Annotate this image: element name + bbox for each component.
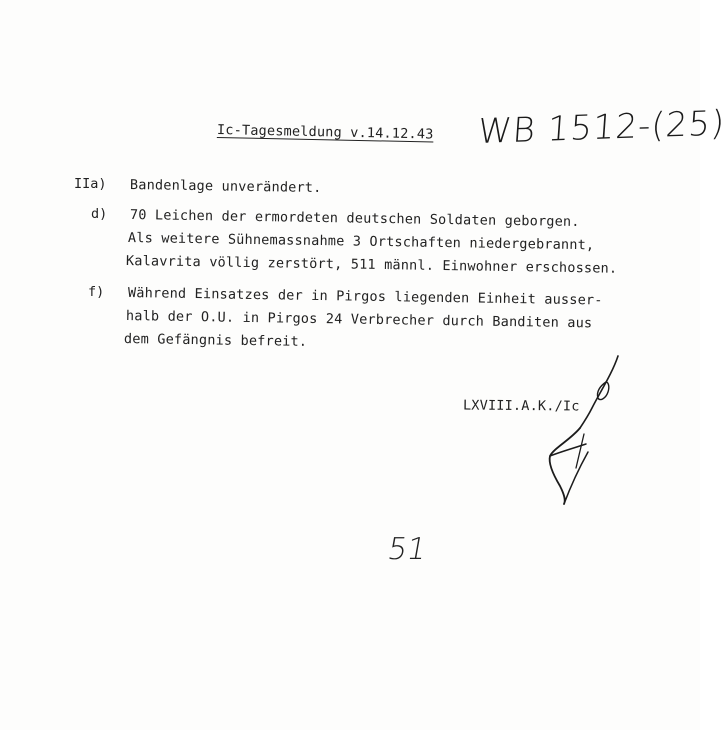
archive-reference-handwritten: WB 1512-(25) xyxy=(476,103,727,153)
entry-marker-f: f) xyxy=(88,284,105,300)
entry-d-line-1: 70 Leichen der ermordeten deutschen Soldaten geborgen. xyxy=(129,207,580,231)
entry-marker-d: d) xyxy=(91,206,108,222)
entry-f-line-3: dem Gefängnis befreit. xyxy=(123,331,308,350)
entry-marker-iia: IIa) xyxy=(74,176,107,192)
page-number-handwritten: 51 xyxy=(384,532,430,567)
entry-f-line-1: Während Einsatzes der in Pirgos liegenden Einheit ausser- xyxy=(127,285,603,309)
entry-d-line-2: Als weitere Sühnemassnahme 3 Ortschaften niedergebrannt, xyxy=(127,230,595,254)
issuing-unit: LXVIII.A.K./Ic xyxy=(462,397,580,415)
entry-iia-line-1: Bandenlage unverändert. xyxy=(129,177,322,197)
document-heading: Ic-Tagesmeldung v.14.12.43 xyxy=(216,122,434,143)
entry-f-line-2: halb der O.U. in Pirgos 24 Verbrecher durch Banditen aus xyxy=(125,308,593,332)
signature-mark-icon xyxy=(540,352,630,512)
entry-d-line-3: Kalavrita völlig zerstört, 511 männl. Einwohner erschossen. xyxy=(125,253,618,277)
